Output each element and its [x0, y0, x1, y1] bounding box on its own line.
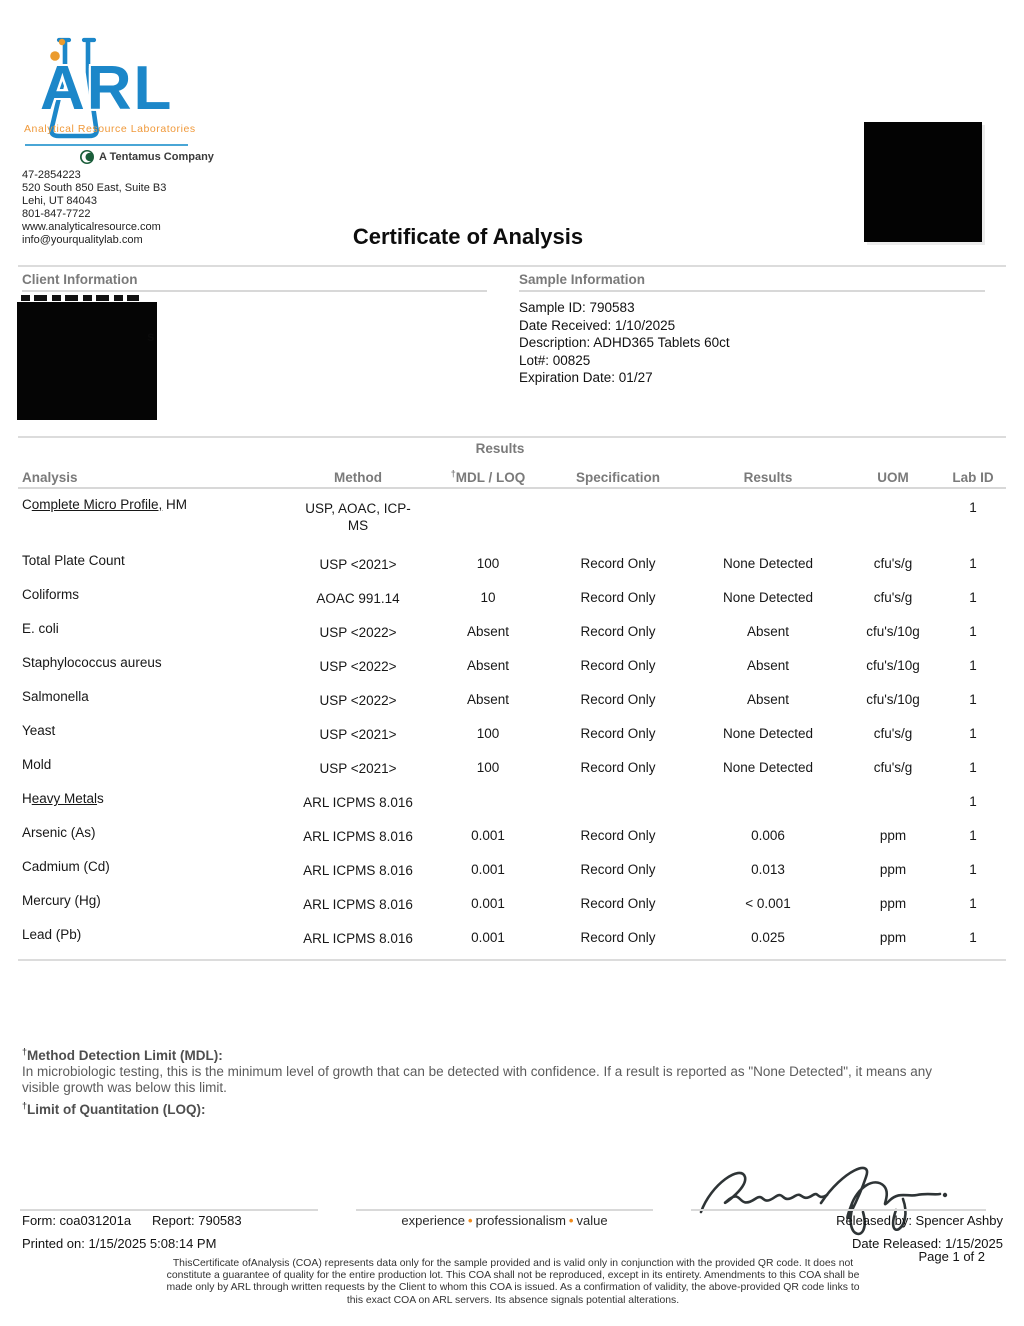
cell-analysis: Arsenic (As)	[22, 825, 96, 840]
sample-info-lines	[519, 299, 730, 387]
analysis-underlined-part: omplete Micro Profile,	[31, 497, 163, 512]
company-line: 47-2854223	[22, 169, 81, 181]
dagger-icon: †	[450, 468, 456, 479]
header-underline	[18, 487, 1006, 489]
cell-result: Absent	[746, 692, 790, 707]
form-label: Form: coa031201a	[22, 1213, 132, 1228]
mdl-note-body: In microbiologic testing, this is the minimum level of growth that can be detected with confidence. If a result is reported as "None Detected", it means any visible growth was below this limit.	[22, 1064, 933, 1096]
cell-method: USP <2021>	[319, 727, 397, 742]
cell-method: USP <2022>	[319, 625, 397, 640]
table-row	[18, 689, 1003, 723]
company-line: Lehi, UT 84043	[22, 194, 98, 207]
cell-mdl-loq: 0.001	[471, 930, 505, 945]
cell-specification: Record Only	[580, 726, 656, 741]
cell-mdl-loq: Absent	[466, 692, 510, 707]
sample-info-heading: Sample Information	[519, 272, 646, 287]
disclaimer: ThisCertificate ofAnalysis (COA) represents data only for the sample provided and is valid only in conjunction with the provided QR code. It does not constitute a guarantee of quality for the entire production lot. This COA shall not be reproduced, except in its entirety. Amendments to this COA shall be made only by ARL through written requests by the Client to whom this COA is issued. As a confirmation of validity, the above-provided QR code links to this exact COA on ARL servers. Its absence signals potential alterations.	[166, 1258, 860, 1306]
logo-tagline: Analytical Resource Laboratories	[24, 123, 196, 135]
column-header-lab-id: Lab ID	[952, 470, 994, 485]
column-header-specification: Specification	[575, 470, 661, 485]
cell-mdl-loq	[433, 791, 543, 825]
cell-lab-id: 1	[969, 556, 977, 571]
cell-uom: cfu's/g	[873, 590, 913, 605]
cell-mdl-loq: 0.001	[471, 828, 505, 843]
tentamus-logo	[80, 150, 214, 164]
cell-result	[693, 497, 843, 553]
cell-lab-id: 1	[969, 760, 977, 775]
report-label: Report: 790583	[152, 1213, 242, 1228]
cell-method: AOAC 991.14	[316, 591, 400, 606]
logo-underline	[25, 144, 188, 146]
lot-line: Lot#: 00825	[519, 352, 591, 368]
cell-method: ARL ICPMS 8.016	[303, 863, 413, 878]
cell-lab-id: 1	[969, 624, 977, 639]
cell-lab-id: 1	[969, 930, 977, 945]
motto-word: professionalism	[475, 1213, 566, 1228]
footer-rule-left	[20, 1209, 318, 1211]
cell-mdl-loq: 0.001	[471, 896, 505, 911]
client-info-heading: Client Information	[22, 272, 138, 287]
table-row	[18, 621, 1003, 655]
results-rows	[18, 497, 1003, 961]
table-row	[18, 859, 1003, 893]
table-row	[18, 655, 1003, 689]
cell-uom: cfu's/10g	[866, 692, 920, 707]
cell-result: 0.025	[751, 930, 785, 945]
expiration-line: Expiration Date: 01/27	[519, 370, 653, 386]
cell-method: USP <2022>	[319, 659, 397, 674]
redacted-text-fragment	[21, 295, 139, 301]
cell-specification: Record Only	[580, 590, 656, 605]
cell-mdl-loq: 10	[480, 590, 496, 605]
cell-uom: cfu's/10g	[866, 624, 920, 639]
qr-redaction-box	[864, 122, 982, 242]
dagger-icon: †	[22, 1046, 28, 1057]
cell-specification: Record Only	[580, 556, 656, 571]
table-row	[18, 497, 1003, 553]
cell-uom	[843, 497, 943, 553]
cell-lab-id: 1	[969, 590, 977, 605]
sample-id-line: Sample ID: 790583	[519, 300, 635, 315]
motto	[356, 1213, 653, 1228]
cell-analysis: Yeast	[22, 723, 56, 738]
cell-analysis: Lead (Pb)	[22, 927, 82, 942]
cell-result: None Detected	[722, 726, 814, 741]
cell-analysis: Complete Micro Profile, HM	[22, 497, 188, 512]
signature	[693, 1150, 951, 1250]
cell-specification: Record Only	[580, 692, 656, 707]
mdl-note-heading: †Method Detection Limit (MDL):	[22, 1046, 223, 1063]
table-row	[18, 757, 1003, 791]
client-heading-underline	[22, 290, 487, 292]
company-line: info@yourqualitylab.com	[22, 233, 143, 246]
cell-method: USP <2021>	[319, 557, 397, 572]
cell-analysis: Total Plate Count	[22, 553, 125, 568]
cell-uom: ppm	[879, 896, 907, 911]
cell-mdl-loq: Absent	[466, 658, 510, 673]
company-line: 520 South 850 East, Suite B3	[22, 181, 167, 194]
dagger-icon: †	[22, 1100, 28, 1111]
cell-uom	[843, 791, 943, 825]
mdl-note	[22, 1048, 970, 1117]
motto-word: experience	[401, 1213, 466, 1228]
tentamus-label: A Tentamus Company	[99, 151, 214, 163]
table-row	[18, 825, 1003, 859]
cell-specification: Record Only	[580, 658, 656, 673]
cell-specification: Record Only	[580, 930, 656, 945]
company-info	[22, 169, 166, 246]
cell-lab-id: 1	[969, 500, 977, 515]
motto-dot: •	[568, 1213, 574, 1228]
company-line: 801-847-7722	[22, 207, 91, 220]
cell-mdl-loq: 100	[476, 556, 500, 571]
table-row	[18, 927, 1003, 961]
cell-method: USP <2022>	[319, 693, 397, 708]
loq-note-heading: †Limit of Quantitation (LOQ):	[22, 1100, 206, 1118]
cell-result: None Detected	[722, 760, 814, 775]
cell-analysis: Mold	[22, 757, 52, 772]
cell-uom: ppm	[879, 862, 907, 877]
results-header-row	[18, 470, 1003, 485]
description-line: Description: ADHD365 Tablets 60ct	[519, 335, 730, 351]
cell-uom: ppm	[879, 828, 907, 843]
cell-specification: Record Only	[580, 624, 656, 639]
page-title: Certificate of Analysis	[352, 224, 584, 249]
analysis-underlined-part: eavy Metal	[31, 791, 98, 806]
cell-specification: Record Only	[580, 760, 656, 775]
cell-result: None Detected	[722, 556, 814, 571]
printed-label: Printed on: 1/15/2025 5:08:14 PM	[22, 1236, 217, 1251]
cell-method: ARL ICPMS 8.016	[303, 931, 413, 946]
table-row	[18, 587, 1003, 621]
cell-method: ARL ICPMS 8.016	[303, 829, 413, 844]
column-header-uom: UOM	[877, 470, 909, 485]
cell-specification: Record Only	[580, 862, 656, 877]
released-by-label: Released by: Spencer Ashby	[836, 1213, 1003, 1228]
section-rule-top	[18, 265, 1006, 267]
motto-dot: •	[468, 1213, 473, 1228]
table-row	[18, 893, 1003, 927]
column-header-results: Results	[743, 470, 793, 485]
cell-analysis: E. coli	[22, 621, 59, 636]
table-row	[18, 723, 1003, 757]
cell-analysis: Heavy Metals	[22, 791, 104, 806]
cell-mdl-loq: 0.001	[471, 862, 505, 877]
date-released-label: Date Released: 1/15/2025	[851, 1236, 1003, 1251]
cell-mdl-loq: Absent	[466, 624, 510, 639]
cell-lab-id: 1	[969, 794, 977, 809]
table-row	[18, 553, 1003, 587]
cell-specification	[543, 791, 693, 825]
results-rule-top	[18, 436, 1006, 438]
cell-lab-id: 1	[969, 896, 977, 911]
cell-mdl-loq	[433, 497, 543, 553]
cell-result: < 0.001	[745, 896, 791, 911]
cell-mdl-loq: 100	[476, 726, 500, 741]
company-line: www.analyticalresource.com	[22, 220, 161, 233]
cell-lab-id: 1	[969, 658, 977, 673]
footer-rule-right	[691, 1209, 986, 1211]
cell-analysis: Salmonella	[22, 689, 89, 704]
cell-lab-id: 1	[969, 692, 977, 707]
column-header-analysis: Analysis	[22, 470, 78, 485]
column-header-mdl-loq: †MDL / LOQ	[450, 468, 526, 485]
cell-method: USP, AOAC, ICP-MS	[305, 501, 411, 533]
cell-result: None Detected	[722, 590, 814, 605]
cell-uom: cfu's/g	[873, 726, 913, 741]
cell-result: 0.006	[751, 828, 785, 843]
footer-rule-center	[356, 1209, 653, 1211]
client-redaction-box	[17, 302, 157, 420]
cell-uom: cfu's/g	[873, 760, 913, 775]
cell-analysis: Mercury (Hg)	[22, 893, 101, 908]
cell-result	[693, 791, 843, 825]
results-rule-bottom	[18, 959, 1006, 961]
cell-lab-id: 1	[969, 726, 977, 741]
cell-mdl-loq: 100	[476, 760, 500, 775]
cell-specification: Record Only	[580, 896, 656, 911]
table-row	[18, 791, 1003, 825]
cell-method: ARL ICPMS 8.016	[303, 897, 413, 912]
cell-method: ARL ICPMS 8.016	[303, 795, 413, 810]
tentamus-icon	[80, 150, 94, 164]
page-number: Page 1 of 2	[918, 1249, 985, 1264]
cell-analysis: Cadmium (Cd)	[22, 859, 110, 874]
redacted-text-fragment-s: s	[147, 329, 155, 344]
arl-wordmark: ARL	[40, 54, 174, 123]
cell-specification: Record Only	[580, 828, 656, 843]
cell-lab-id: 1	[969, 862, 977, 877]
cell-result: Absent	[746, 658, 790, 673]
sample-heading-underline	[519, 290, 985, 292]
date-received-line: Date Received: 1/10/2025	[519, 317, 676, 333]
cell-method: USP <2021>	[319, 761, 397, 776]
cell-uom: cfu's/g	[873, 556, 913, 571]
cell-lab-id: 1	[969, 828, 977, 843]
motto-word: value	[576, 1213, 608, 1228]
cell-uom: cfu's/10g	[866, 658, 920, 673]
cell-uom: ppm	[879, 930, 907, 945]
cell-specification	[543, 497, 693, 553]
cell-result: Absent	[746, 624, 790, 639]
column-header-method: Method	[334, 470, 382, 485]
cell-analysis: Staphylococcus aureus	[22, 655, 162, 670]
cell-result: 0.013	[751, 862, 785, 877]
results-heading: Results	[475, 441, 525, 456]
cell-analysis: Coliforms	[22, 587, 80, 602]
